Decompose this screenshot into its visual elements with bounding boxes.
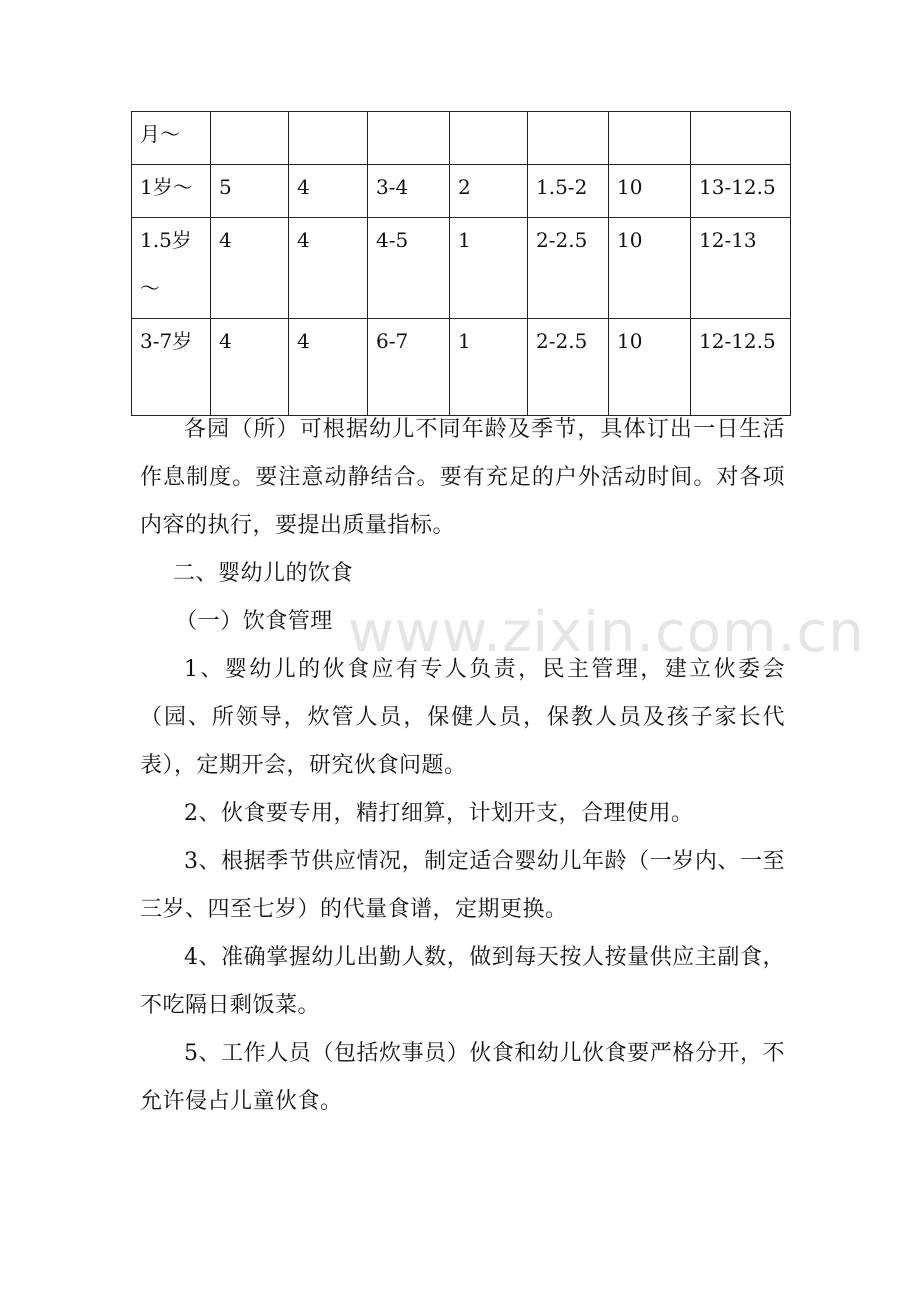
table-cell: 2-2.5 <box>528 218 609 319</box>
table-row <box>132 112 791 165</box>
table-cell: 12-12.5 <box>691 319 791 416</box>
table-row <box>132 218 791 319</box>
table-cell: 10 <box>609 218 691 319</box>
table-cell: 13-12.5 <box>691 165 791 218</box>
body-text <box>140 406 785 1126</box>
table-cell: 2-2.5 <box>528 319 609 416</box>
table-cell: 4 <box>289 218 368 319</box>
table-cell: 4 <box>289 319 368 416</box>
table-cell <box>289 112 368 165</box>
table-cell <box>368 112 450 165</box>
table-cell <box>691 112 791 165</box>
table-cell: 4 <box>211 319 289 416</box>
table-cell: 3-4 <box>368 165 450 218</box>
table-cell: 4 <box>289 165 368 218</box>
list-item: 4、准确掌握幼儿出勤人数，做到每天按人按量供应主副食，不吃隔日剩饭菜。 <box>140 945 785 1018</box>
table-cell: 1 <box>450 319 528 416</box>
list-item: 5、工作人员（包括炊事员）伙食和幼儿伙食要严格分开，不允许侵占儿童伙食。 <box>140 1041 785 1114</box>
table-cell: 3-7岁 <box>132 319 211 416</box>
list-item: 3、根据季节供应情况，制定适合婴幼儿年龄（一岁内、一至三岁、四至七岁）的代量食谱，定期更换。 <box>140 849 785 922</box>
schedule-table <box>131 111 791 416</box>
table-row <box>132 319 791 416</box>
section-heading: 二、婴幼儿的饮食 <box>173 561 354 586</box>
list-item: 1、婴幼儿的伙食应有专人负责，民主管理，建立伙委会（园、所领导，炊管人员，保健人员，保教人员及孩子家长代表），定期开会，研究伙食问题。 <box>140 657 785 778</box>
watermark: www.zixin.com.cn <box>348 600 865 665</box>
table-cell <box>528 112 609 165</box>
table-cell <box>211 112 289 165</box>
table-cell: 1.5-2 <box>528 165 609 218</box>
table-cell: 1.5岁～ <box>132 218 211 319</box>
table-cell: 4-5 <box>368 218 450 319</box>
table-cell <box>450 112 528 165</box>
table-cell: 2 <box>450 165 528 218</box>
table-cell: 10 <box>609 319 691 416</box>
subsection-heading: （一）饮食管理 <box>175 609 333 634</box>
table-cell: 4 <box>211 218 289 319</box>
table-cell: 月～ <box>132 112 211 165</box>
table-cell: 6-7 <box>368 319 450 416</box>
table-cell: 10 <box>609 165 691 218</box>
table-cell: 5 <box>211 165 289 218</box>
list-item: 2、伙食要专用，精打细算，计划开支，合理使用。 <box>184 801 694 826</box>
intro-paragraph: 各园（所）可根据幼儿不同年龄及季节，具体订出一日生活作息制度。要注意动静结合。要有充足的户外活动时间。对各项内容的执行，要提出质量指标。 <box>140 417 785 538</box>
table-cell <box>609 112 691 165</box>
table-cell: 1 <box>450 218 528 319</box>
table-cell: 1岁～ <box>132 165 211 218</box>
table-row <box>132 165 791 218</box>
table-cell: 12-13 <box>691 218 791 319</box>
